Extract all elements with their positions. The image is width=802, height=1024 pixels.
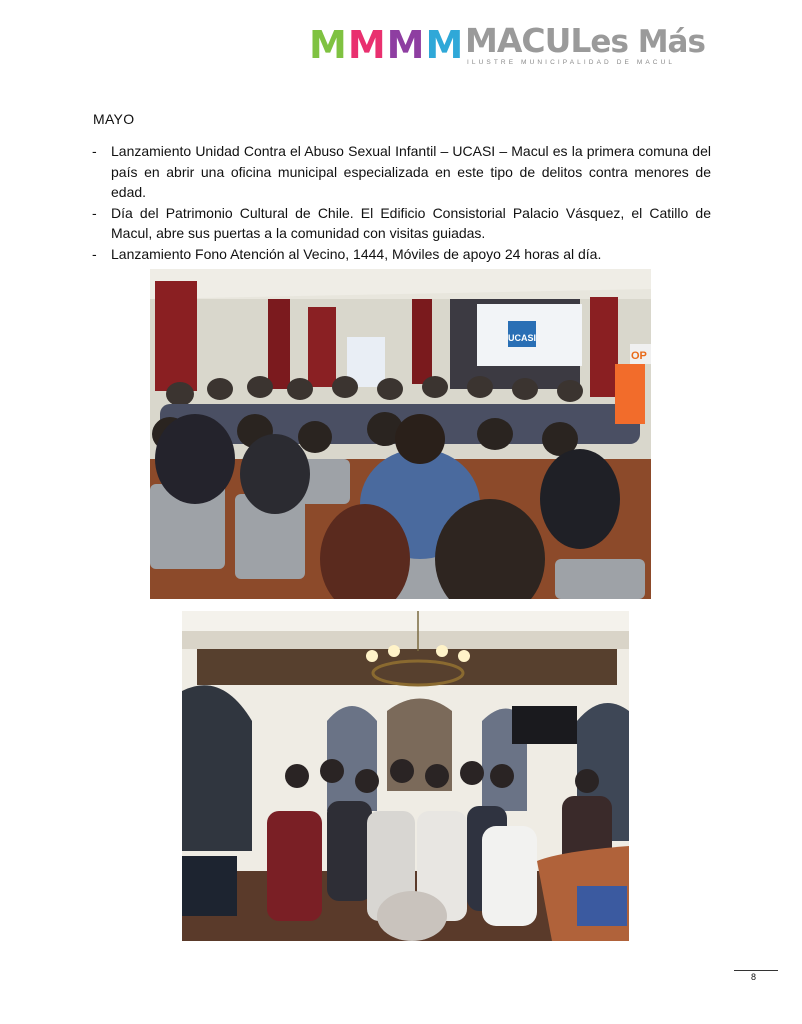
logo-letter-4: M <box>425 23 463 67</box>
banner-text: OP <box>631 350 647 362</box>
brand-subtitle: ILUSTRE MUNICIPALIDAD DE MACUL <box>467 59 676 66</box>
list-item <box>92 244 711 265</box>
logo-letter-2: M <box>347 23 385 67</box>
bullet-dash: - <box>92 204 97 221</box>
brand-main: MACUL <box>465 21 591 60</box>
heritage-day-photo <box>182 611 629 941</box>
month-heading: MAYO <box>93 111 135 127</box>
logo-letter-1: M <box>309 23 346 67</box>
logo-letter-3: M <box>386 23 424 67</box>
list-item <box>92 203 711 244</box>
page-number: 8 <box>751 972 757 982</box>
list-item <box>92 141 711 203</box>
activity-list <box>92 141 711 264</box>
mmmm-logo-mark <box>309 23 463 67</box>
brand-name <box>465 22 705 61</box>
bullet-dash: - <box>92 245 97 262</box>
brand-second: es Más <box>590 24 705 60</box>
footer-divider <box>734 970 778 971</box>
screen-text: UCASI <box>507 333 537 343</box>
bullet-text: Lanzamiento Fono Atención al Vecino, 1444, Móviles de apoyo 24 horas al día. <box>111 245 602 262</box>
bullet-text: Lanzamiento Unidad Contra el Abuso Sexual Infantil – UCASI – Macul es la primera comuna del país en abrir una oficina municipal especializada en este tipo de delitos contra menores de edad. <box>111 143 711 200</box>
bullet-dash: - <box>92 143 97 159</box>
ucasi-launch-photo <box>150 269 651 599</box>
bullet-text: Día del Patrimonio Cultural de Chile. El Edificio Consistorial Palacio Vásquez, el Catillo de Macul, abre sus puertas a la comunidad con visitas guiadas. <box>111 204 711 241</box>
